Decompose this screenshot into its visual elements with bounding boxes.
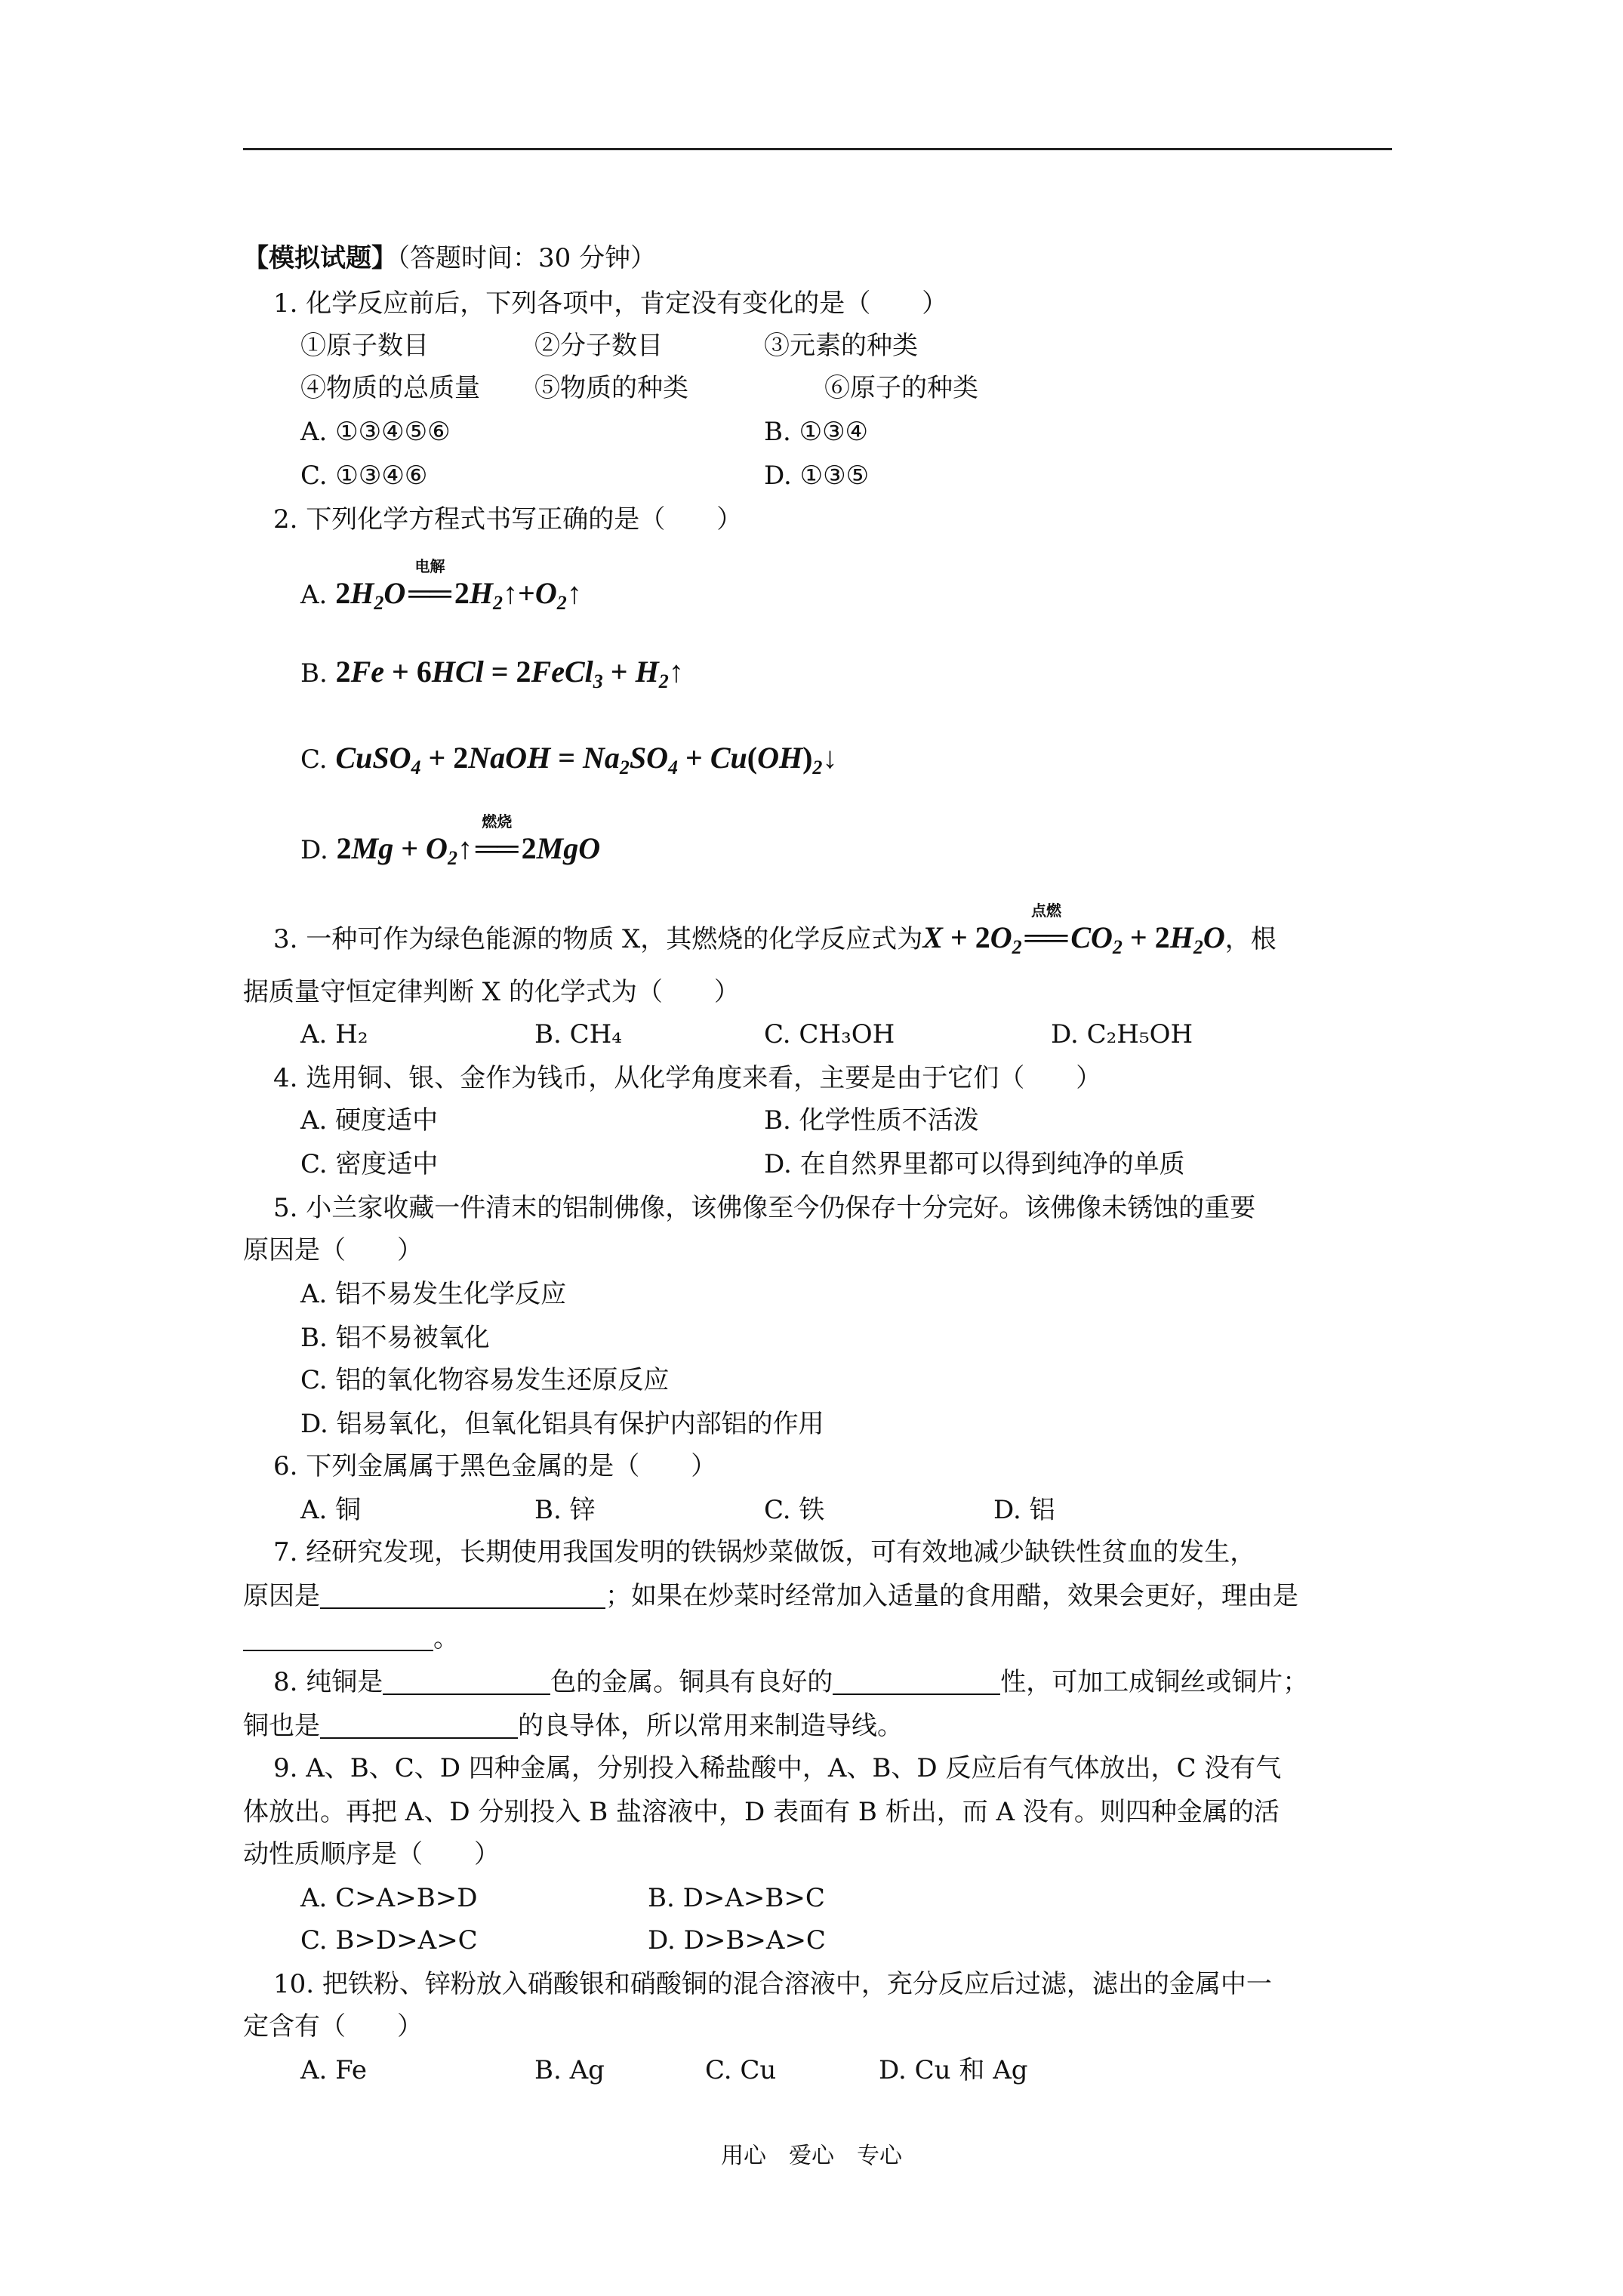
q3-line-1 [273, 901, 1277, 966]
q10-option-c: C. Cu [705, 2055, 777, 2085]
q9-option-a: A. C>A>B>D [300, 1883, 478, 1913]
q7-line-2-a: 原因是 [243, 1581, 320, 1611]
q1-item-2: ②分子数目 [534, 331, 663, 361]
q10-line-2: 定含有（ ） [243, 2011, 423, 2042]
q8-part-b: 色的金属。铜具有良好的 [550, 1667, 833, 1697]
q4-option-b: B. 化学性质不活泼 [764, 1105, 979, 1136]
q7-line-3 [243, 1620, 459, 1657]
q7-line-2 [243, 1578, 1298, 1614]
q1-item-6: ⑥原子的种类 [824, 373, 978, 403]
q3-stem-a: 3. 一种可作为绿色能源的物质 X，其燃烧的化学反应式为 [273, 924, 923, 954]
q3-option-c: C. CH₃OH [764, 1019, 895, 1049]
equation-a: $2H_2O$ 电解 ══ $2H_2↑+O_2↑$ [335, 557, 582, 614]
equation-q3: $X + 2O_2$ 点燃 ══ $CO_2 + 2H_2O$ [922, 901, 1225, 958]
q8-answer-blank-1[interactable] [383, 1666, 550, 1695]
condition-combustion: 燃烧 [482, 812, 513, 831]
q1-item-5: ⑤物质的种类 [534, 373, 688, 403]
q8-part-c: 性，可加工成铜丝或铜片； [1000, 1667, 1309, 1697]
q7-line-3-end: 。 [433, 1623, 459, 1653]
q6-option-b: B. 锌 [534, 1495, 596, 1525]
equation-c: CuSO$_4$ + 2NaOH = $Na_2SO_4$ + $Cu(OH)_2↓$ [335, 741, 838, 778]
q3-option-b: B. CH₄ [534, 1019, 622, 1049]
q1-item-1: ①原子数目 [300, 331, 429, 361]
q10-option-d: D. Cu 和 Ag [879, 2055, 1028, 2085]
q9-option-b: B. D>A>B>C [648, 1883, 825, 1913]
q7-line-1: 7. 经研究发现，长期使用我国发明的铁锅炒菜做饭，可有效地减少缺铁性贫血的发生， [273, 1537, 1256, 1567]
condition-ignite: 点燃 [1030, 901, 1061, 920]
q9-line-3: 动性质顺序是（ ） [243, 1839, 500, 1869]
q6-option-a: A. 铜 [300, 1495, 362, 1525]
q5-option-c: C. 铝的氧化物容易发生还原反应 [300, 1365, 670, 1395]
q1-item-4: ④物质的总质量 [300, 373, 480, 403]
q2-label-b: B. [300, 658, 328, 689]
q8-part-a: 8. 纯铜是 [273, 1667, 383, 1697]
q7-answer-blank-2[interactable] [243, 1623, 433, 1651]
q5-option-a: A. 铝不易发生化学反应 [300, 1279, 567, 1309]
header-rule [243, 148, 1392, 150]
q4-option-d: D. 在自然界里都可以得到纯净的单质 [764, 1149, 1185, 1179]
q1-stem: 1. 化学反应前后，下列各项中，肯定没有变化的是（ ） [273, 288, 948, 319]
equation-d: $2Mg + O_2↑$ 燃烧 ══ 2MgO [336, 812, 601, 869]
q2-label-a: A. [300, 580, 328, 610]
q9-line-2: 体放出。再把 A、D 分别投入 B 盐溶液中，D 表面有 B 析出，而 A 没有。则四种金属的活 [243, 1797, 1280, 1827]
q8-line-2 [243, 1708, 903, 1744]
section-title: 【模拟试题】 [243, 243, 397, 273]
q1-item-3: ③元素的种类 [764, 331, 918, 361]
q4-option-c: C. 密度适中 [300, 1149, 439, 1179]
q8-line-1 [273, 1664, 1308, 1700]
q7-answer-blank-1[interactable] [320, 1580, 605, 1609]
condition-electrolysis: 电解 [414, 557, 445, 575]
q6-option-d: D. 铝 [993, 1495, 1055, 1525]
q8-answer-blank-3[interactable] [320, 1710, 518, 1739]
q5-option-b: B. 铝不易被氧化 [300, 1323, 490, 1353]
q1-option-c: C. ①③④⑥ [300, 461, 428, 491]
q2-stem: 2. 下列化学方程式书写正确的是（ ） [273, 504, 743, 535]
q3-stem-b: ，根 [1224, 924, 1277, 954]
equation-b: 2Fe + 6HCl = 2FeCl$_3$ + $H_2↑$ [335, 655, 684, 692]
q1-option-d: D. ①③⑤ [764, 461, 870, 491]
q3-option-a: A. H₂ [300, 1019, 368, 1049]
q10-option-b: B. Ag [534, 2055, 605, 2085]
q9-option-c: C. B>D>A>C [300, 1925, 478, 1955]
q2-option-c [300, 740, 837, 786]
q4-stem: 4. 选用铜、银、金作为钱币，从化学角度来看，主要是由于它们（ ） [273, 1063, 1102, 1093]
q2-option-b [300, 654, 684, 700]
q6-option-c: C. 铁 [764, 1495, 825, 1525]
q5-option-d: D. 铝易氧化，但氧化铝具有保护内部铝的作用 [300, 1409, 824, 1439]
q2-option-d [300, 812, 601, 877]
q8-part-d: 铜也是 [243, 1711, 320, 1741]
q8-part-e: 的良导体，所以常用来制造导线。 [518, 1711, 903, 1741]
q6-stem: 6. 下列金属属于黑色金属的是（ ） [273, 1451, 717, 1481]
q2-label-d: D. [300, 835, 328, 865]
q2-option-a [300, 557, 582, 621]
q9-option-d: D. D>B>A>C [648, 1925, 826, 1955]
q7-line-2-b: ；如果在炒菜时经常加入适量的食用醋，效果会更好，理由是 [605, 1581, 1298, 1611]
q1-option-a: A. ①③④⑤⑥ [300, 417, 451, 447]
q9-line-1: 9. A、B、C、D 四种金属，分别投入稀盐酸中，A、B、D 反应后有气体放出，C 没有气 [273, 1753, 1282, 1783]
q2-label-c: C. [300, 744, 328, 775]
q4-option-a: A. 硬度适中 [300, 1105, 439, 1136]
page-footer: 用心 爱心 专心 [721, 2143, 902, 2169]
q1-option-b: B. ①③④ [764, 417, 869, 447]
time-note: （答题时间：30 分钟） [397, 243, 657, 273]
q8-answer-blank-2[interactable] [833, 1666, 1000, 1695]
q5-line-2: 原因是（ ） [243, 1235, 423, 1265]
q5-line-1: 5. 小兰家收藏一件清末的铝制佛像，该佛像至今仍保存十分完好。该佛像未锈蚀的重要 [273, 1193, 1256, 1223]
section-heading [243, 240, 656, 276]
q3-option-d: D. C₂H₅OH [1051, 1019, 1193, 1049]
q3-line-2: 据质量守恒定律判断 X 的化学式为（ ） [243, 977, 740, 1007]
q10-line-1: 10. 把铁粉、锌粉放入硝酸银和硝酸铜的混合溶液中，充分反应后过滤，滤出的金属中一 [273, 1969, 1272, 1999]
q10-option-a: A. Fe [300, 2055, 368, 2085]
